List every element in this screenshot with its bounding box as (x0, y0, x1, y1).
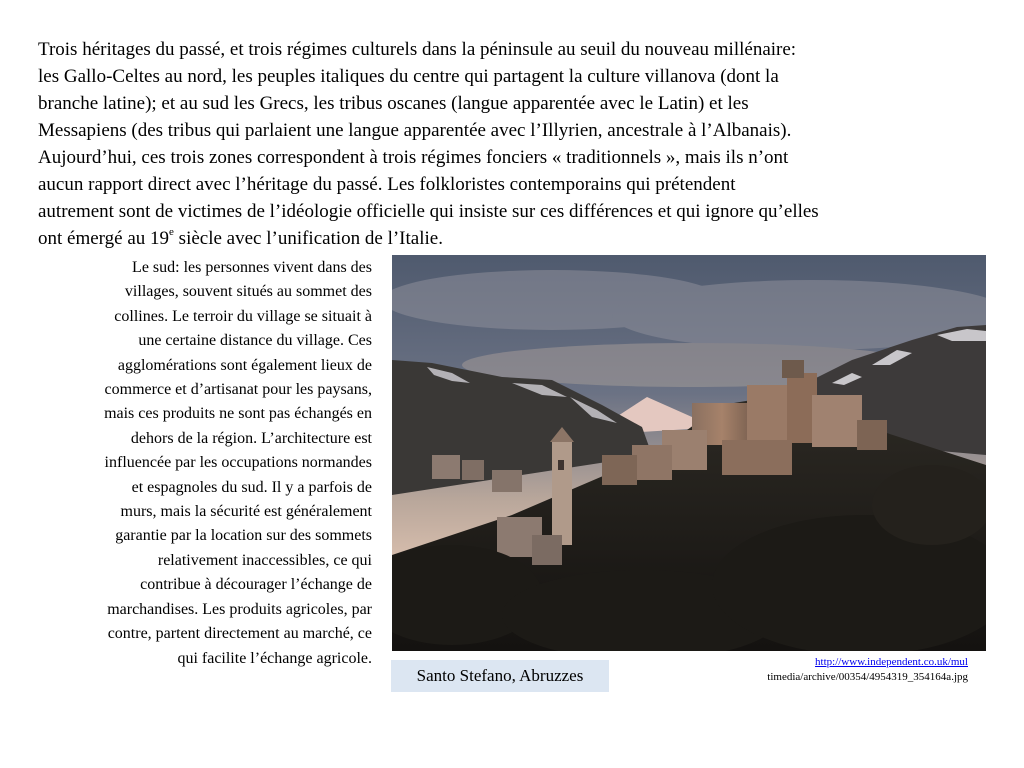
intro-paragraph (38, 36, 988, 252)
intro-line: Aujourd’hui, ces trois zones correspondent à trois régimes fonciers « traditionnels », mais ils n’ont (38, 147, 789, 168)
side-line: une certaine distance du village. Ces (138, 332, 372, 350)
side-line: mais ces produits ne sont pas échangés en (104, 405, 372, 423)
side-line: murs, mais la sécurité est généralement (120, 503, 372, 521)
intro-line: les Gallo-Celtes au nord, les peuples italiques du centre qui partagent la culture villanova (dont la (38, 66, 779, 87)
intro-last-line (38, 225, 988, 252)
side-line: agglomérations sont également lieux de (117, 356, 372, 374)
side-line: relativement inaccessibles, ce qui (157, 551, 372, 569)
side-line: influencée par les occupations normandes (104, 454, 372, 472)
bell-tower (550, 427, 574, 545)
side-line: marchandises. Les produits agricoles, par (107, 600, 372, 618)
intro-last-line-start: ont émergé au 19 (38, 228, 170, 249)
intro-line: Messapiens (des tribus qui parlaient une langue apparentée avec l’Illyrien, ancestrale à l’Albanais). (38, 120, 792, 141)
side-line: Le sud: les personnes vivent dans des (132, 259, 372, 276)
intro-line: aucun rapport direct avec l’héritage du passé. Les folkloristes contemporains qui prétendent (38, 174, 736, 195)
side-line: collines. Le terroir du village se situait à (114, 307, 372, 325)
side-line: et espagnoles du sud. Il y a parfois de (131, 478, 372, 496)
image-source (767, 655, 968, 685)
century-superscript: e (169, 225, 174, 238)
side-line: garantie par la location sur des sommets (115, 527, 372, 545)
photo-caption: Santo Stefano, Abruzzes (391, 660, 609, 692)
side-line: qui facilite l’échange agricole. (177, 649, 372, 667)
side-line: commerce et d’artisanat pour les paysans, (104, 381, 372, 399)
intro-line: Trois héritages du passé, et trois régimes culturels dans la péninsule au seuil du nouveau millénaire: (38, 39, 797, 60)
south-description (20, 256, 372, 671)
intro-line: branche latine); et au sud les Grecs, les tribus oscanes (langue apparentée avec le Latin) et les (38, 93, 749, 114)
source-link[interactable]: http://www.independent.co.uk/mul (815, 656, 968, 668)
side-line: villages, souvent situés au sommet des (124, 283, 372, 301)
source-path: timedia/archive/00354/4954319_354164a.jpg (767, 671, 968, 683)
side-line: contribue à décourager l’échange de (140, 576, 372, 594)
side-line: contre, partent directement au marché, ce (107, 625, 372, 643)
village-photo (392, 255, 986, 651)
intro-last-line-end: siècle avec l’unification de l’Italie. (173, 228, 443, 249)
side-line: dehors de la région. L’architecture est (130, 429, 372, 447)
intro-line: autrement sont de victimes de l’idéologie officielle qui insiste sur ces différences et qui ignore qu’elles (38, 201, 819, 222)
